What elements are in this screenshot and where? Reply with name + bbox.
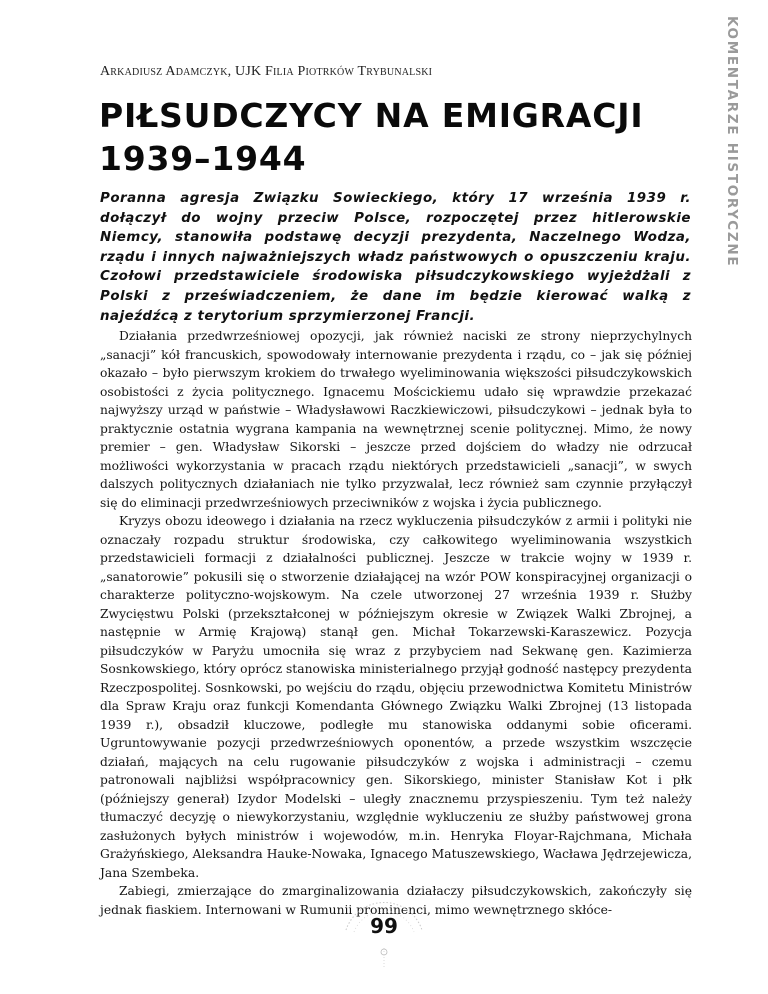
author-line: Arkadiusz Adamczyk, UJK Filia Piotrków Trybunalski	[100, 64, 433, 79]
lead-paragraph: Poranna agresja Związku Sowieckiego, który 17 września 1939 r. dołączył do wojny przeciw Polsce, rozpoczętej przez hitlerowskie Niemcy, stanowiła podstawę decyzji prezydenta, Naczelnego Wodza, rządu i innych najważniejszych władz państwowych o opuszczeniu kraju. Czołowi przedstawiciele środowiska piłsudczykowskiego wyjeżdżali z Polski z przeświadczeniem, że dane im będzie kierować walką z najeźdźcą z terytorium sprzymierzonej Francji.	[100, 191, 691, 324]
article-title	[99, 94, 699, 180]
body-paragraph: Zabiegi, zmierzające do zmarginalizowania działaczy piłsudczykowskich, zakończyły się jednak fiaskiem. Internowani w Rumunii prominenci, mimo wewnętrznego skłóce-	[100, 884, 692, 917]
title-line-2: 1939–1944	[99, 139, 307, 178]
body-paragraph: Działania przedwrześniowej opozycji, jak również naciski ze strony nieprzychylnych „sanacji” kół francuskich, spowodowały internowanie prezydenta i rządu, co – jak się później okazało – było pierwszym krokiem do trwałego wyeliminowania większości piłsudczykowskich osobistości z życia politycznego. Ignacemu Mościckiemu udało się wprawdzie przekazać najwyższy urząd w państwie – Władysławowi Raczkiewiczowi, piłsudczykowi – jednak była to praktycznie ostatnia wygrana kampania na wewnętrznej scenie politycznej. Mimo, że nowy premier – gen. Władysław Sikorski – jeszcze przed dojściem do władzy nie odrzucał możliwości wykorzystania w pracach rządu niektórych przedstawicieli „sanacji”, w swych dalszych politycznych działaniach nie tylko przyzwalał, lecz również sam czynnie przyłączył się do eliminacji przedwrześniowych przeciwników z wojska i życia publicznego.	[100, 329, 692, 510]
section-label: KOMENTARZE HISTORYCZNE	[724, 16, 740, 268]
article-body	[100, 327, 692, 919]
title-line-1: PIŁSUDCZYCY NA EMIGRACJI	[99, 96, 644, 135]
body-paragraph: Kryzys obozu ideowego i działania na rzecz wykluczenia piłsudczyków z armii i polityki nie oznaczały rozpadu struktur środowiska, czy całkowitego wyeliminowania wszystkich przedstawicieli formacji z działalności publicznej. Jeszcze w trakcie wojny w 1939 r. „sanatorowie” pokusili się o stworzenie działającej na wzór POW konspiracyjnej organizacji o charakterze polityczno-wojskowym. Na czele utworzonej 27 września 1939 r. Służby Zwycięstwu Polski (przekształconej w późniejszym okresie w Związek Walki Zbrojnej, a następnie w Armię Krajową) stanął gen. Michał Tokarzewski-Karaszewicz. Pozycja piłsudczyków w Paryżu umocniła się wraz z przybyciem nad Sekwanę gen. Kazimierza Sosnkowskiego, który oprócz stanowiska ministerialnego przyjął godność następcy prezydenta Rzeczpospolitej. Sosnkowski, po wejściu do rządu, objęciu przewodnictwa Komitetu Ministrów dla Spraw Kraju oraz funkcji Komendanta Głównego Związku Walki Zbrojnej (13 listopada 1939 r.), obsadził kluczowe, podległe mu stanowiska oddanymi sobie oficerami. Ugruntowywanie pozycji przedwrześniowych oponentów, a przede wszystkim wszczęcie działań, mających na celu rugowanie piłsudczyków z wojska i administracji – czemu patronowali najbliżsi współpracownicy gen. Sikorskiego, minister Stanisław Kot i płk (późniejszy generał) Izydor Modelski – uległy znacznemu przyspieszeniu. Tym też należy tłumaczyć decyzję o niewykorzystaniu, względnie wykluczeniu ze służby państwowej grona zasłużonych byłych ministrów i wojewodów, m.in. Henryka Floyar-Rajchmana, Michała Grażyńskiego, Aleksandra Hauke-Nowaka, Ignacego Matuszewskiego, Wacława Jędrzejewicza, Jana Szembeka.	[100, 514, 692, 880]
page-number: 99	[370, 914, 398, 938]
